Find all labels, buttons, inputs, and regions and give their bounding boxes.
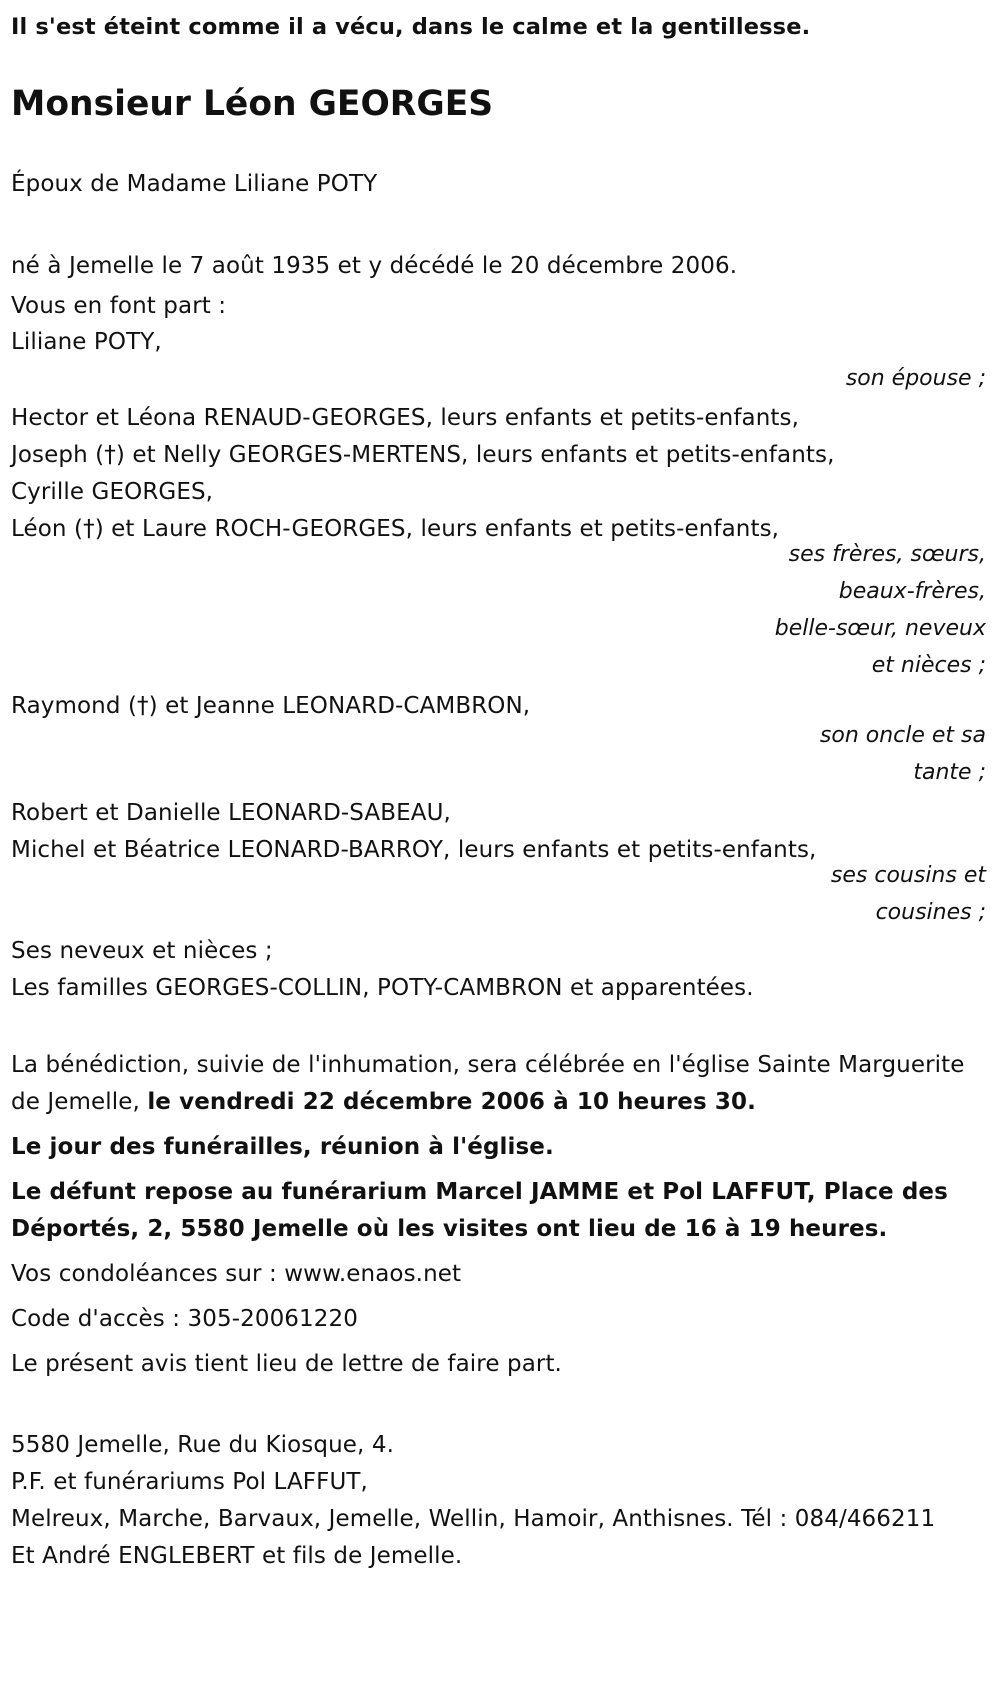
family-sibling: Joseph (†) et Nelly GEORGES-MERTENS, leurs enfants et petits-enfants, bbox=[11, 442, 835, 468]
funeral-locations: Melreux, Marche, Barvaux, Jemelle, Wellin, Hamoir, Anthisnes. Tél : 084/466211 bbox=[11, 1506, 936, 1532]
ceremony-date: le vendredi 22 décembre 2006 à 10 heures 30. bbox=[147, 1089, 756, 1115]
families-line: Les familles GEORGES-COLLIN, POTY-CAMBRON et apparentées. bbox=[11, 975, 754, 1001]
spouse-line: Époux de Madame Liliane POTY bbox=[11, 171, 378, 197]
ceremony-text: La bénédiction, suivie de l'inhumation, sera célébrée en l'église Sainte Marguerite de Jemelle, bbox=[11, 1052, 965, 1115]
funeral-partner: Et André ENGLEBERT et fils de Jemelle. bbox=[11, 1543, 463, 1569]
role-siblings: ses frères, sœurs, bbox=[788, 542, 986, 567]
deceased-name: Monsieur Léon GEORGES bbox=[11, 84, 494, 124]
condolences-line: Vos condoléances sur : www.enaos.net bbox=[11, 1261, 462, 1287]
announce-intro: Vous en font part : bbox=[11, 293, 227, 319]
role-spouse: son épouse ; bbox=[845, 366, 986, 391]
role-siblings: beaux-frères, bbox=[838, 579, 986, 604]
siblings-group bbox=[11, 400, 992, 684]
cousins-group bbox=[11, 795, 992, 931]
family-spouse: Liliane POTY, bbox=[11, 329, 162, 355]
family-sibling: Léon (†) et Laure ROCH-GEORGES, leurs enfants et petits-enfants, bbox=[11, 516, 780, 542]
birth-death-line: né à Jemelle le 7 août 1935 et y décédé le 20 décembre 2006. bbox=[11, 253, 738, 279]
role-cousins: cousines ; bbox=[875, 900, 986, 925]
role-siblings: belle-sœur, neveux bbox=[774, 616, 986, 641]
address-block bbox=[11, 1427, 992, 1575]
spouse-group bbox=[11, 326, 992, 400]
role-uncle: tante ; bbox=[913, 760, 986, 785]
ceremony-paragraph bbox=[11, 1047, 992, 1121]
family-cousin: Michel et Béatrice LEONARD-BARROY, leurs enfants et petits-enfants, bbox=[11, 837, 817, 863]
family-sibling: Cyrille GEORGES, bbox=[11, 479, 214, 505]
uncle-group bbox=[11, 688, 992, 791]
family-cousin: Robert et Danielle LEONARD-SABEAU, bbox=[11, 800, 451, 826]
epitaph: Il s'est éteint comme il a vécu, dans le calme et la gentillesse. bbox=[11, 14, 811, 40]
meeting-line: Le jour des funérailles, réunion à l'église. bbox=[11, 1134, 554, 1160]
role-uncle: son oncle et sa bbox=[819, 723, 986, 748]
role-cousins: ses cousins et bbox=[830, 863, 986, 888]
funeral-director: P.F. et funérariums Pol LAFFUT, bbox=[11, 1469, 368, 1495]
family-sibling: Hector et Léona RENAUD-GEORGES, leurs enfants et petits-enfants, bbox=[11, 405, 800, 431]
address-street: 5580 Jemelle, Rue du Kiosque, 4. bbox=[11, 1432, 394, 1458]
nephews-line: Ses neveux et nièces ; bbox=[11, 938, 273, 964]
role-siblings: et nièces ; bbox=[871, 653, 986, 678]
access-code-line: Code d'accès : 305-20061220 bbox=[11, 1306, 358, 1332]
funeral-home-line: Le défunt repose au funérarium Marcel JAMME et Pol LAFFUT, Place des Déportés, 2, 5580 Jemelle où les visites ont lieu de 16 à 19 heures. bbox=[11, 1179, 948, 1242]
family-uncle: Raymond (†) et Jeanne LEONARD-CAMBRON, bbox=[11, 693, 531, 719]
notice-line: Le présent avis tient lieu de lettre de faire part. bbox=[11, 1351, 562, 1377]
